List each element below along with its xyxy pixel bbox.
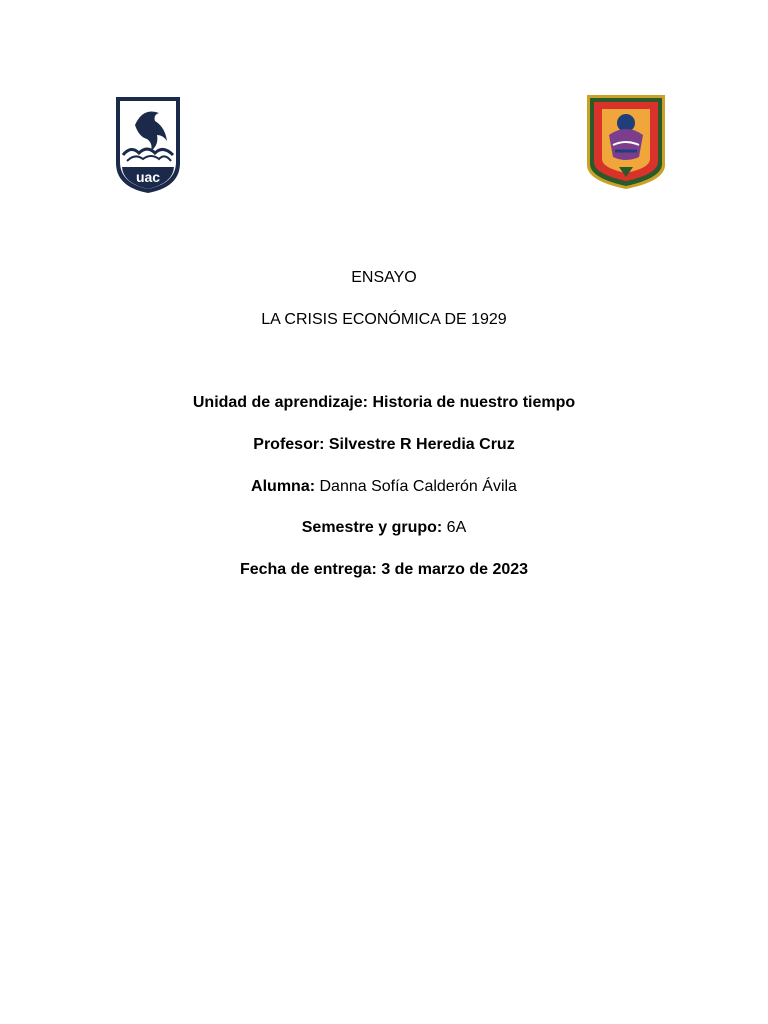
alumna-value: Danna Sofía Calderón Ávila (315, 478, 517, 495)
semestre-line (0, 518, 768, 538)
campeche-seal (585, 93, 667, 191)
semestre-value: 6A (442, 519, 467, 536)
alumna-label: Alumna: (251, 478, 316, 495)
uac-logo-text: uac (135, 169, 161, 185)
alumna-line (0, 477, 768, 497)
semestre-label: Semestre y grupo: (301, 519, 443, 536)
document-type: ENSAYO (351, 269, 417, 286)
profesor-line: Profesor: Silvestre R Heredia Cruz (253, 436, 515, 453)
uac-logo (113, 95, 183, 195)
unidad-line: Unidad de aprendizaje: Historia de nuestro tiempo (192, 394, 576, 411)
document-title: LA CRISIS ECONÓMICA DE 1929 (261, 311, 507, 328)
fecha-line: Fecha de entrega: 3 de marzo de 2023 (239, 561, 529, 578)
